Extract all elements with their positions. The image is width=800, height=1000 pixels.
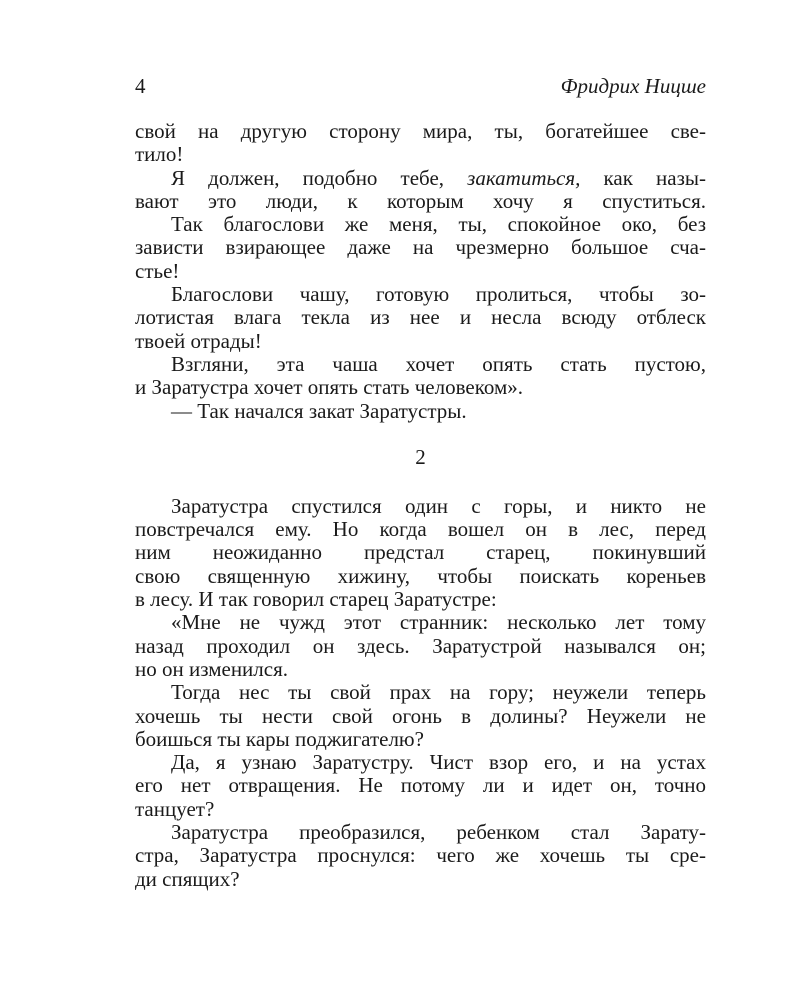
text-line: его нет отвращения. Не потому ли и идет он, точно [135, 773, 706, 798]
text-line: Тогда нес ты свой прах на гору; неужели теперь [171, 680, 706, 705]
text-line: ним неожиданно предстал старец, покинувший [135, 540, 706, 565]
text-line: боишься ты кары поджигателю? [135, 726, 424, 751]
page-number: 4 [135, 74, 146, 98]
text-line: Я должен, подобно тебе, закатиться, как назы- [171, 165, 706, 190]
page-text [135, 120, 706, 891]
text-line: ди спящих? [135, 866, 240, 891]
text-line: повстречался ему. Но когда вошел он в лес, перед [135, 517, 706, 542]
text-line: тило! [135, 142, 184, 167]
running-author: Фридрих Ницше [560, 74, 706, 98]
text-line: назад проходил он здесь. Заратустрой назывался он; [135, 633, 706, 658]
text-line: свою священную хижину, чтобы поискать кореньев [135, 563, 706, 588]
text-line: Заратустра преобразился, ребенком стал Зарату- [171, 820, 706, 845]
book-page [135, 74, 706, 891]
text-line: Так благослови же меня, ты, спокойное око, без [171, 212, 706, 237]
text-line: зависти взирающее даже на чрезмерно большое сча- [135, 235, 706, 260]
text-line: Благослови чашу, готовую пролиться, чтобы зо- [171, 282, 706, 307]
text-line: «Мне не чужд этот странник: несколько лет тому [171, 610, 706, 635]
section-number: 2 [415, 444, 426, 469]
text-line: вают это люди, к которым хочу я спуститься. [135, 188, 706, 213]
text-line: стра, Заратустра проснулся: чего же хочешь ты сре- [135, 843, 706, 868]
text-line: Взгляни, эта чаша хочет опять стать пустою, [171, 351, 706, 376]
text-line: Да, я узнаю Заратустру. Чист взор его, и на устах [171, 750, 706, 775]
text-line: хочешь ты нести свой огонь в долины? Неужели не [135, 703, 706, 728]
text-line: в лесу. И так говорил старец Заратустре: [135, 587, 497, 612]
text-line: лотистая влага текла из нее и несла всюду отблеск [135, 305, 706, 330]
running-header [135, 74, 706, 106]
text-line: свой на другую сторону мира, ты, богатейшее све- [135, 119, 706, 143]
text-line: но он изменился. [135, 656, 289, 681]
italic-word: закатиться, [467, 165, 581, 190]
text-line: танцует? [135, 796, 215, 821]
text-line: — Так начался закат Заратустры. [171, 398, 467, 423]
text-line: стье! [135, 258, 180, 283]
text-line: твоей отрады! [135, 328, 262, 353]
text-line: Заратустра спустился один с горы, и никто не [171, 493, 706, 518]
text-line: и Заратустра хочет опять стать человеком». [135, 375, 523, 400]
